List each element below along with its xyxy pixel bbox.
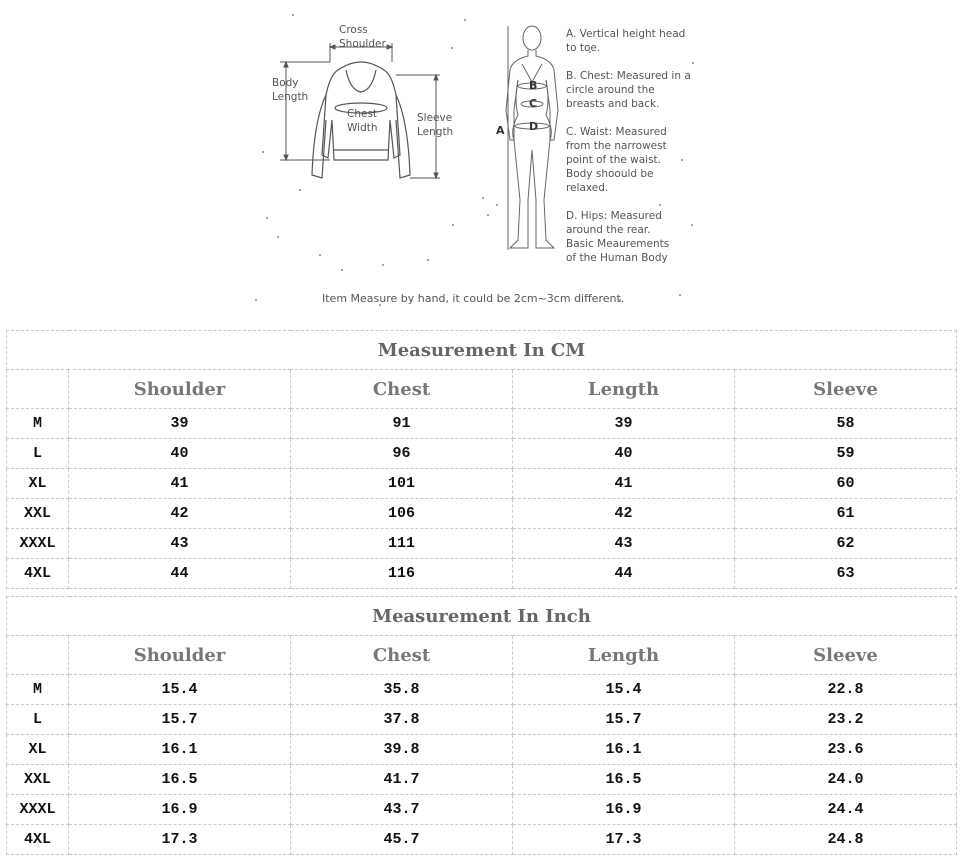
size-label: 4XL: [7, 559, 69, 589]
chest-width-label: Chest Width: [347, 108, 378, 134]
table-row: [7, 765, 957, 795]
column-header: Sleeve: [735, 370, 957, 409]
marker-c: C: [529, 97, 538, 110]
table-cell: 16.1: [69, 735, 291, 765]
table-cell: 45.7: [291, 825, 513, 855]
table-cell: 39: [69, 409, 291, 439]
table-cell: 16.9: [513, 795, 735, 825]
table-cell: 58: [735, 409, 957, 439]
table-cell: 42: [69, 499, 291, 529]
column-header: Shoulder: [69, 370, 291, 409]
body-length-label: Body Length: [272, 77, 309, 103]
size-label: XXXL: [7, 795, 69, 825]
table-row: [7, 529, 957, 559]
column-header: Length: [513, 370, 735, 409]
table-cell: 15.4: [69, 675, 291, 705]
table-cell: 44: [69, 559, 291, 589]
table-cell: 43: [69, 529, 291, 559]
table-cell: 40: [69, 439, 291, 469]
table-row: [7, 825, 957, 855]
table-cell: 44: [513, 559, 735, 589]
table-cell: 23.2: [735, 705, 957, 735]
table-cell: 15.4: [513, 675, 735, 705]
table-row: [7, 559, 957, 589]
table-cell: 24.0: [735, 765, 957, 795]
table-cell: 43: [513, 529, 735, 559]
table-cell: 40: [513, 439, 735, 469]
diagram-illustration: [0, 0, 962, 320]
table-cell: 16.5: [513, 765, 735, 795]
size-label: XL: [7, 469, 69, 499]
column-header: [7, 370, 69, 409]
table-cell: 116: [291, 559, 513, 589]
human-figure-illustration: [506, 26, 558, 248]
table-row: [7, 469, 957, 499]
table-cell: 39.8: [291, 735, 513, 765]
size-label: M: [7, 675, 69, 705]
table-row: [7, 409, 957, 439]
marker-b: B: [529, 79, 538, 92]
table-title: Measurement In CM: [7, 331, 957, 370]
table-row: [7, 675, 957, 705]
table-row: [7, 439, 957, 469]
column-header: [7, 636, 69, 675]
size-label: L: [7, 705, 69, 735]
size-label: M: [7, 409, 69, 439]
table-cell: 24.8: [735, 825, 957, 855]
table-cell: 41.7: [291, 765, 513, 795]
table-cell: 35.8: [291, 675, 513, 705]
column-header: Length: [513, 636, 735, 675]
table-title-row: [7, 331, 957, 370]
size-label: XXL: [7, 765, 69, 795]
table-cell: 17.3: [513, 825, 735, 855]
table-cell: 23.6: [735, 735, 957, 765]
table-header-row: [7, 370, 957, 409]
table-row: [7, 705, 957, 735]
table-cell: 42: [513, 499, 735, 529]
table-cell: 15.7: [513, 705, 735, 735]
table-cell: 16.5: [69, 765, 291, 795]
table-cell: 41: [513, 469, 735, 499]
table-cell: 22.8: [735, 675, 957, 705]
table-cell: 37.8: [291, 705, 513, 735]
measurement-diagram: [0, 0, 962, 320]
table-cell: 17.3: [69, 825, 291, 855]
sleeve-length-label: Sleeve Length: [417, 112, 454, 138]
table-title-row: [7, 597, 957, 636]
table-cell: 106: [291, 499, 513, 529]
column-header: Shoulder: [69, 636, 291, 675]
table-cell: 15.7: [69, 705, 291, 735]
column-header: Chest: [291, 636, 513, 675]
table-header-row: [7, 636, 957, 675]
column-header: Chest: [291, 370, 513, 409]
size-label: XXL: [7, 499, 69, 529]
table-cell: 43.7: [291, 795, 513, 825]
note-chest: B. Chest: Measured in a circle around the breasts and back.: [566, 70, 691, 110]
table-cell: 101: [291, 469, 513, 499]
table-cell: 63: [735, 559, 957, 589]
table-cell: 60: [735, 469, 957, 499]
note-waist: C. Waist: Measured from the narrowest point of the waist. Body shoould be relaxed.: [566, 126, 667, 194]
size-label: XL: [7, 735, 69, 765]
table-cell: 111: [291, 529, 513, 559]
marker-d: D: [529, 120, 539, 133]
table-title: Measurement In Inch: [7, 597, 957, 636]
size-table-inch: [6, 596, 957, 855]
size-label: XXXL: [7, 529, 69, 559]
table-cell: 16.9: [69, 795, 291, 825]
note-height: A. Vertical height head to toe.: [566, 28, 686, 54]
size-label: 4XL: [7, 825, 69, 855]
table-cell: 39: [513, 409, 735, 439]
measure-caption: Item Measure by hand, it could be 2cm~3cm different.: [322, 292, 625, 305]
table-row: [7, 499, 957, 529]
table-cell: 61: [735, 499, 957, 529]
table-cell: 59: [735, 439, 957, 469]
marker-a: A: [496, 124, 505, 137]
note-hips: D. Hips: Measured around the rear. Basic Meaurements of the Human Body: [566, 210, 670, 264]
size-label: L: [7, 439, 69, 469]
column-header: Sleeve: [735, 636, 957, 675]
table-cell: 41: [69, 469, 291, 499]
table-cell: 62: [735, 529, 957, 559]
table-cell: 16.1: [513, 735, 735, 765]
table-row: [7, 735, 957, 765]
size-table-cm: [6, 330, 957, 589]
table-cell: 24.4: [735, 795, 957, 825]
table-row: [7, 795, 957, 825]
table-cell: 96: [291, 439, 513, 469]
cross-shoulder-label: Cross Shoulder: [339, 24, 386, 50]
table-cell: 91: [291, 409, 513, 439]
